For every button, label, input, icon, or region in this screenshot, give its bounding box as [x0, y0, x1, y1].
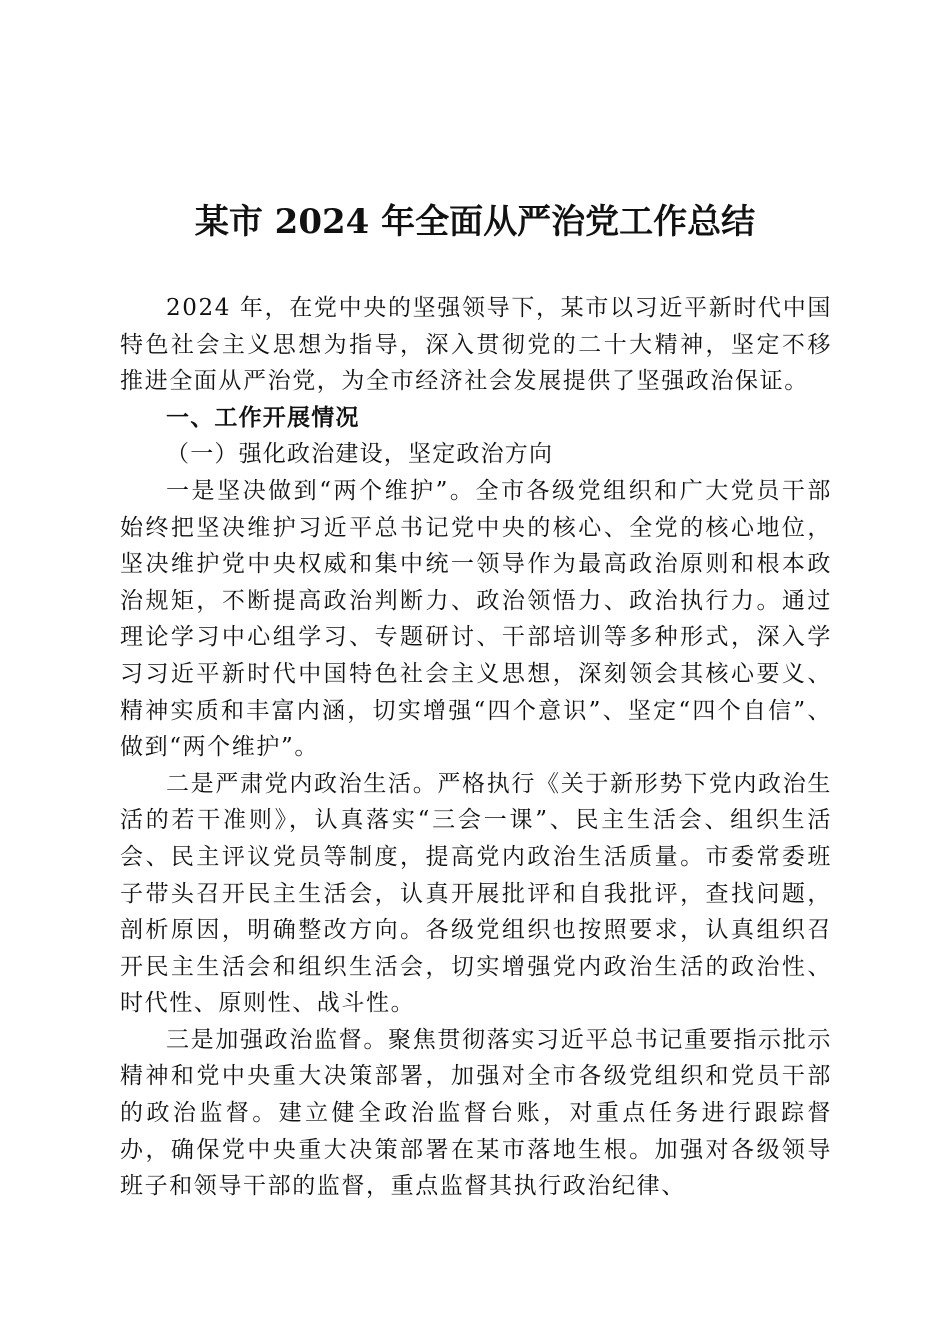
body-paragraph-2: 二是严肃党内政治生活。严格执行《关于新形势下党内政治生活的若干准则》，认真落实“三会一课”、民主生活会、组织生活会、民主评议党员等制度，提高党内政治生活质量。市委常委班子带头召开民主生活会，认真开展批评和自我批评，查找问题，剖析原因，明确整改方向。各级党组织也按照要求，认真组织召开民主生活会和组织生活会，切实增强党内政治生活的政治性、时代性、原则性、战斗性。 [120, 770, 832, 1017]
body-paragraph-1: 一是坚决做到“两个维护”。全市各级党组织和广大党员干部始终把坚决维护习近平总书记党中央的核心、全党的核心地位，坚决维护党中央权威和集中统一领导作为最高政治原则和根本政治规矩，不断提高政治判断力、政治领悟力、政治执行力。通过理论学习中心组学习、专题研讨、干部培训等多种形式，深入学习习近平新时代中国特色社会主义思想，深刻领会其核心要义、精神实质和丰富内涵，切实增强“四个意识”、坚定“四个自信”、做到“两个维护”。 [120, 477, 832, 761]
document-body [120, 290, 832, 1205]
subsection-heading: （一）强化政治建设，坚定政治方向 [166, 441, 554, 468]
intro-paragraph: 2024 年，在党中央的坚强领导下，某市以习近平新时代中国特色社会主义思想为指导，深入贯彻党的二十大精神，坚定不移推进全面从严治党，为全市经济社会发展提供了坚强政治保证。 [120, 295, 832, 395]
body-paragraph-3: 三是加强政治监督。聚焦贯彻落实习近平总书记重要指示批示精神和党中央重大决策部署，加强对全市各级党组织和党员干部的政治监督。建立健全政治监督台账，对重点任务进行跟踪督办，确保党中央重大决策部署在某市落地生根。加强对各级领导班子和领导干部的监督，重点监督其执行政治纪律、 [120, 1026, 832, 1200]
section-heading: 一、工作开展情况 [166, 404, 360, 431]
document-title: 某市 2024 年全面从严治党工作总结 [194, 202, 756, 242]
